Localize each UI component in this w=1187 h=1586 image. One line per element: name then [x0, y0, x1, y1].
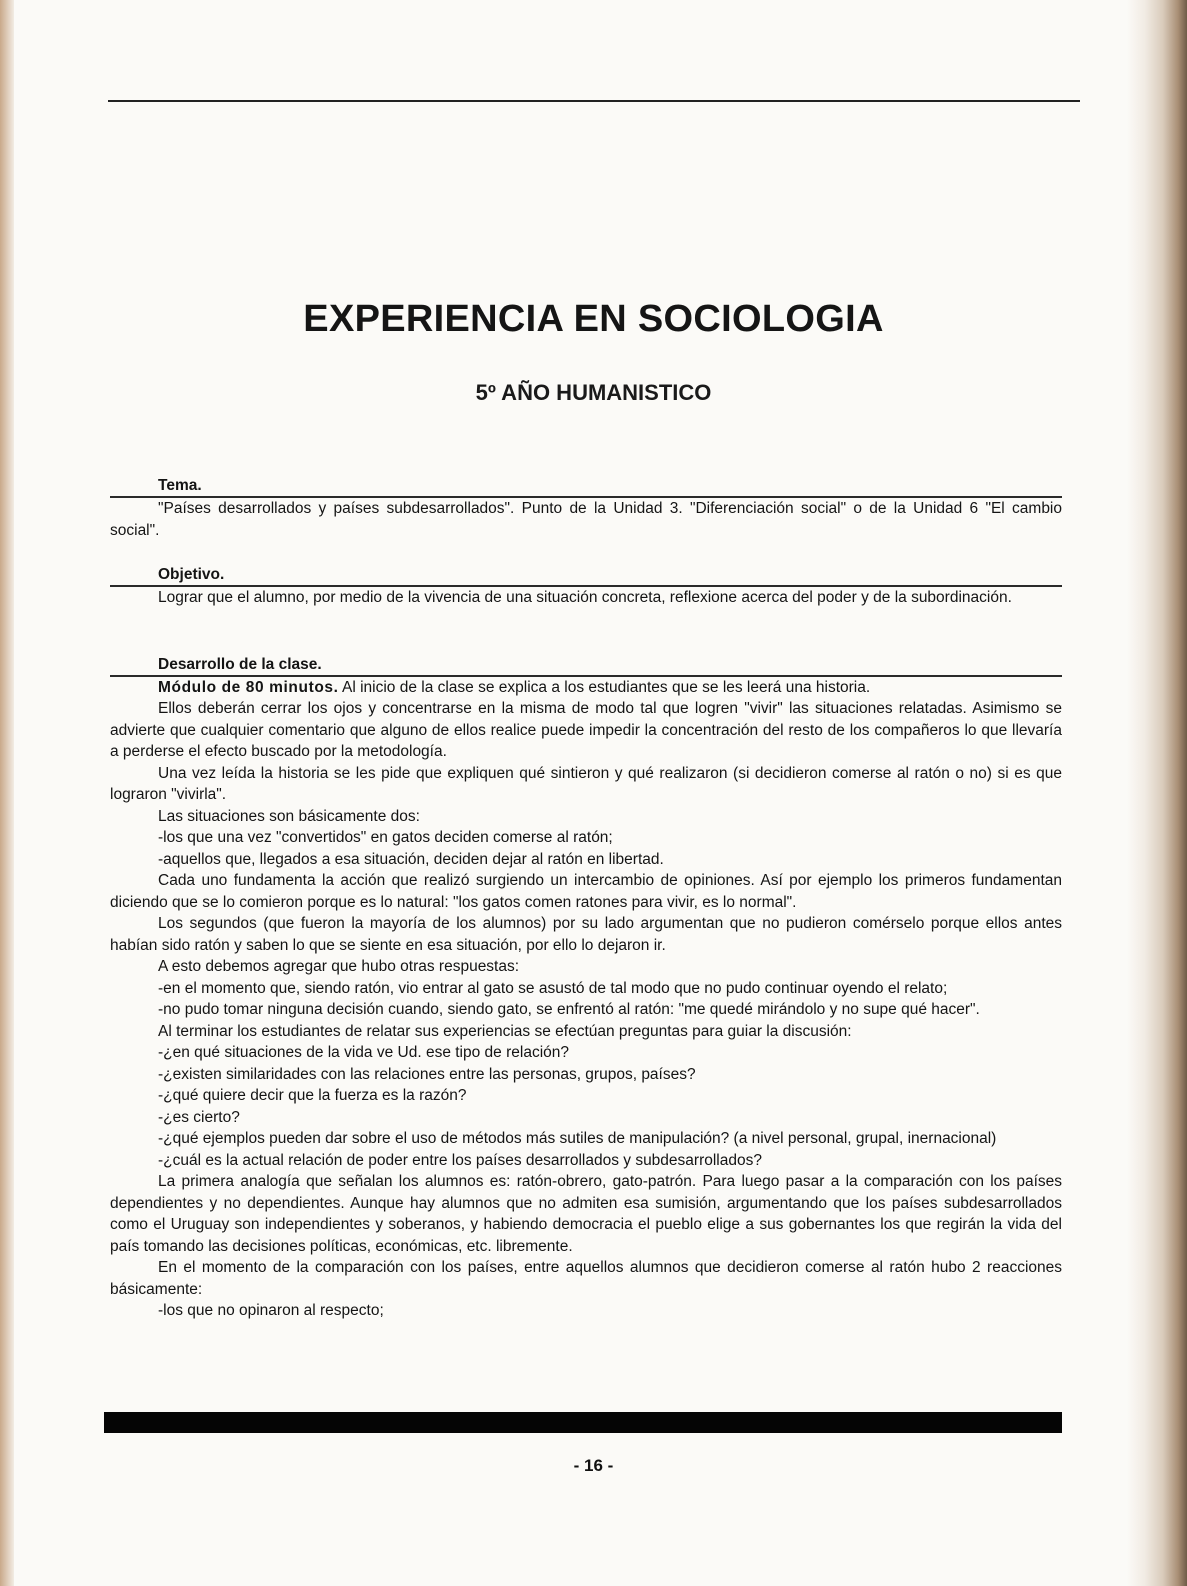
list-item: -los que no opinaron al respecto;: [158, 1302, 384, 1319]
tema-text: "Países desarrollados y países subdesarrollados". Punto de la Unidad 3. "Diferenciación social" o de la Unidad 6 "El cambio social".: [110, 500, 1062, 539]
list-item: -los que una vez "convertidos" en gatos deciden comerse al ratón;: [158, 829, 613, 846]
question-item: -¿cuál es la actual relación de poder entre los países desarrollados y subdesarrollados?: [158, 1151, 762, 1169]
document-body: [110, 476, 1062, 1322]
list-item: -en el momento que, siendo ratón, vio entrar al gato se asustó de tal modo que no pudo continuar oyendo el relato;: [158, 979, 948, 997]
page-binding-shadow: [1127, 0, 1187, 1586]
paragraph: Ellos deberán cerrar los ojos y concentrarse en la misma de modo tal que logren "vivir" las situaciones relatadas. Asimismo se advierte que cualquier comentario que alguno de ellos realice puede impedir la concentración del resto de los compañeros lo que llevaría a perderse el efecto buscado por la metodología.: [110, 700, 1062, 760]
section-tema: [110, 476, 1062, 541]
section-heading-tema: Tema.: [110, 476, 1062, 498]
module-duration-label: Módulo de 80 minutos.: [158, 678, 339, 696]
section-objetivo: [110, 565, 1062, 609]
question-item: -¿en qué situaciones de la vida ve Ud. ese tipo de relación?: [158, 1044, 569, 1061]
bottom-rule-bar: [104, 1412, 1062, 1433]
list-item: -no pudo tomar ninguna decisión cuando, siendo gato, se enfrentó al ratón: "me quedé mirándolo y no supe qué hacer".: [158, 1001, 980, 1018]
paragraph: Al terminar los estudiantes de relatar sus experiencias se efectúan preguntas para guiar la discusión:: [158, 1022, 852, 1040]
question-item: -¿es cierto?: [158, 1108, 240, 1126]
objetivo-text: Lograr que el alumno, por medio de la vivencia de una situación concreta, reflexione acerca del poder y de la subordinación.: [158, 589, 1012, 606]
top-rule: [108, 100, 1080, 102]
page-title: EXPERIENCIA EN SOCIOLOGIA: [303, 298, 884, 340]
list-item: -aquellos que, llegados a esa situación, deciden dejar al ratón en libertad.: [158, 850, 664, 868]
paragraph: Las situaciones son básicamente dos:: [158, 807, 420, 825]
desarrollo-intro: [110, 677, 1062, 699]
paragraph: La primera analogía que señalan los alumnos es: ratón-obrero, gato-patrón. Para luego pasar a la comparación con los países dependientes y no dependientes. Aunque hay alumnos que no admiten esa sumisión, argumentando que los países subdesarrollados como el Uruguay son independientes y soberanos, y habiendo democracia el pueblo elige a sus gobernantes los que regirán la vida del país tomando las decisiones políticas, económicas, etc. libremente.: [110, 1173, 1062, 1255]
section-desarrollo: [110, 655, 1062, 1322]
paragraph: Una vez leída la historia se les pide que expliquen qué sintieron y qué realizaron (si decidieron comerse al ratón o no) si es que lograron "vivirla".: [110, 764, 1062, 803]
paragraph: Cada uno fundamenta la acción que realizó surgiendo un intercambio de opiniones. Así por ejemplo los primeros fundamentan diciendo que se lo comieron porque es lo natural: "los gatos comen ratones para vivir, es lo normal".: [110, 872, 1062, 911]
section-heading-objetivo: Objetivo.: [110, 565, 1062, 587]
question-item: -¿existen similaridades con las relaciones entre las personas, grupos, países?: [158, 1065, 696, 1083]
question-item: -¿qué quiere decir que la fuerza es la razón?: [158, 1087, 467, 1104]
page-left-edge: [0, 0, 14, 1586]
section-heading-desarrollo: Desarrollo de la clase.: [110, 655, 1062, 677]
question-item: -¿qué ejemplos pueden dar sobre el uso de métodos más sutiles de manipulación? (a nivel personal, grupal, inernacional): [158, 1130, 997, 1147]
paragraph: Los segundos (que fueron la mayoría de los alumnos) por su lado argumentan que no pudieron comérselo porque ellos antes habían sido ratón y saben lo que se siente en esa situación, por ello lo dejaron ir.: [110, 915, 1062, 954]
page-number: - 16 -: [573, 1456, 614, 1475]
paragraph: A esto debemos agregar que hubo otras respuestas:: [158, 958, 520, 975]
desarrollo-intro-text: Al inicio de la clase se explica a los estudiantes que se les leerá una historia.: [338, 678, 871, 696]
paragraph: En el momento de la comparación con los países, entre aquellos alumnos que decidieron comerse al ratón hubo 2 reacciones básicamente:: [110, 1259, 1062, 1298]
page-subtitle: 5º AÑO HUMANISTICO: [475, 380, 712, 405]
